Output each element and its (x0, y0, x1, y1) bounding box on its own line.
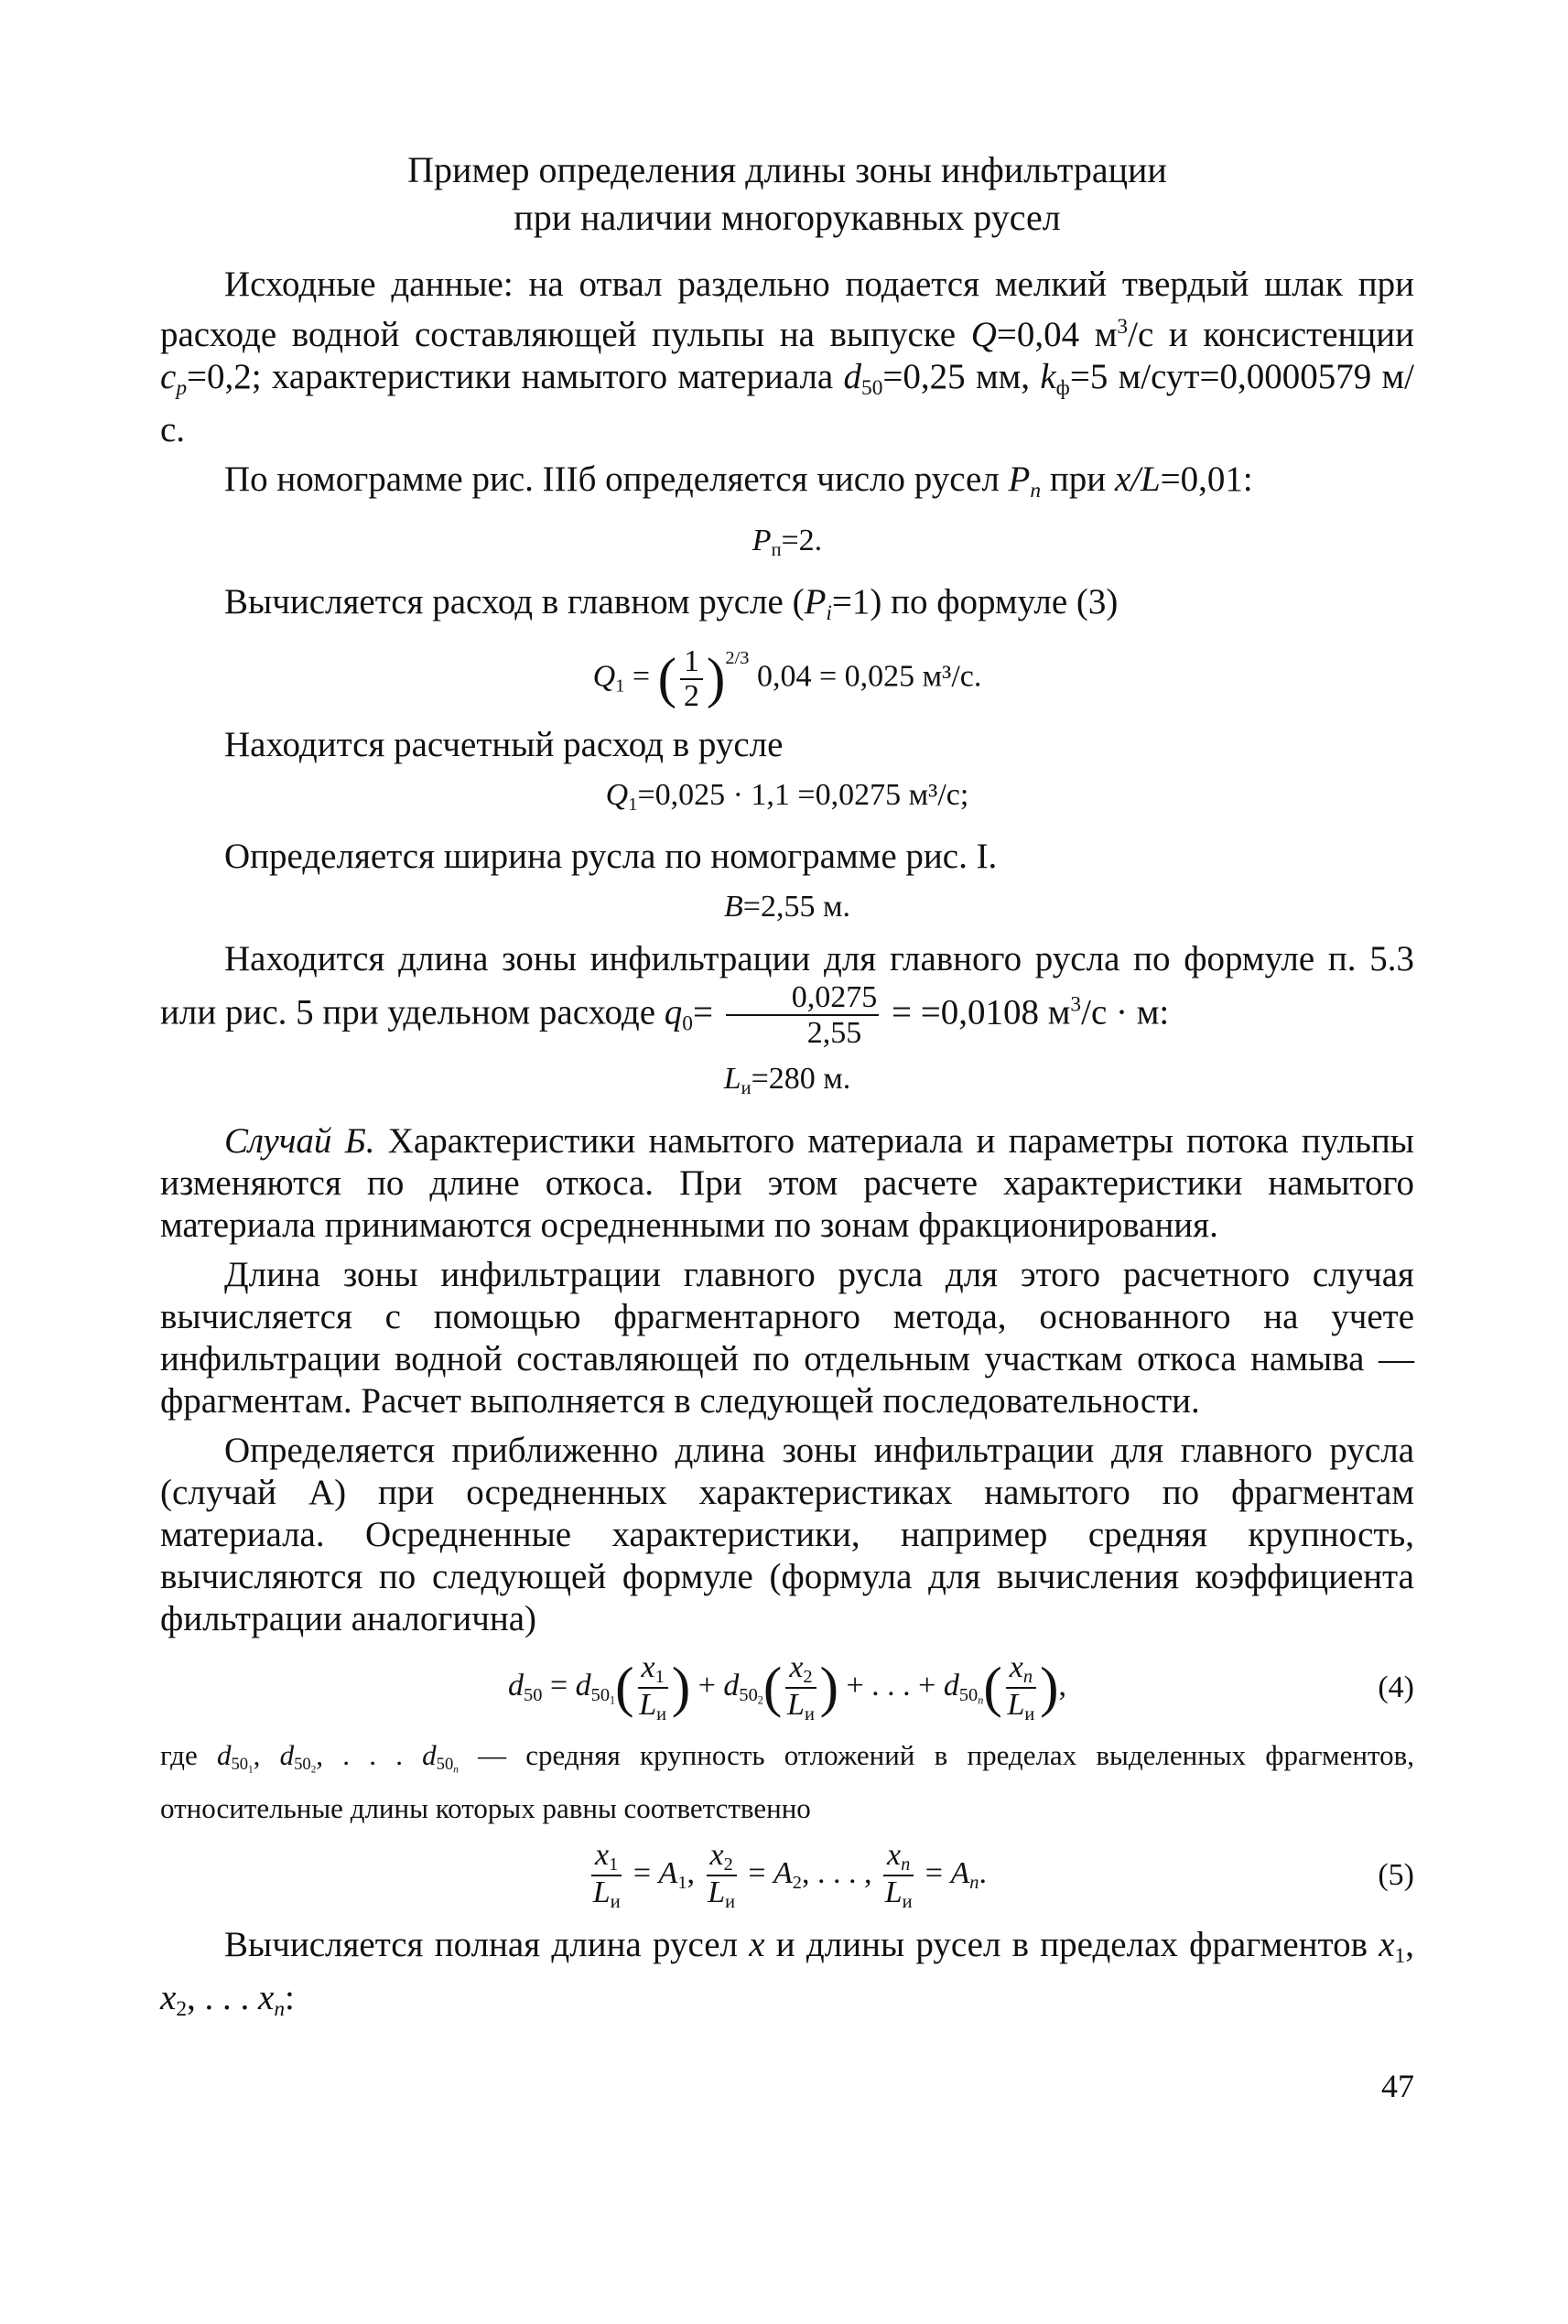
section-title (160, 146, 1414, 242)
equation-q1 (160, 645, 1414, 712)
paragraph-infiltration-length (160, 938, 1414, 1051)
equation-number: (5) (1378, 1858, 1414, 1893)
paragraph-total-length (160, 1924, 1414, 2030)
text: = (542, 1668, 576, 1702)
subscript: 0 (682, 1011, 693, 1036)
text: =5 м/сут=0,0000579 м/с. (160, 357, 1415, 450)
numerator (1006, 1651, 1036, 1690)
numerator: 0,0275 (726, 980, 880, 1016)
denominator (1006, 1689, 1036, 1725)
text: =0,2; характеристики намытого материала (187, 357, 844, 397)
symbol: P (752, 524, 772, 558)
subscript: n (274, 1996, 286, 2021)
equation-4 (160, 1651, 1414, 1725)
subscript: 50 (861, 376, 883, 401)
text: = (625, 1855, 659, 1890)
symbol: P (804, 582, 827, 622)
paragraph-design-flow: Находится расчетный расход в русле (224, 724, 784, 764)
subscript: n (453, 1764, 459, 1776)
symbol: x (160, 1977, 177, 2017)
numerator (785, 1651, 816, 1690)
symbol: x (1379, 1924, 1395, 1964)
symbol: x (258, 1977, 275, 2017)
fraction (680, 645, 703, 712)
numerator (707, 1839, 737, 1877)
subscript: и (741, 1078, 752, 1099)
equation-pn (160, 519, 1414, 572)
equation-b (160, 885, 1414, 929)
paragraph-nomogram (160, 459, 1414, 512)
symbol: d (943, 1668, 959, 1702)
equation-q1-design (160, 773, 1414, 827)
paragraph-case-b (160, 1120, 1414, 1247)
paren-open: ( (615, 1656, 634, 1719)
text: = (740, 1855, 773, 1890)
symbol: A (658, 1855, 678, 1890)
paren-close: ) (1040, 1656, 1059, 1719)
denominator: 2 (683, 678, 699, 713)
denominator (707, 1876, 737, 1913)
page-number: 47 (1381, 2067, 1414, 2104)
symbol: Q (970, 315, 997, 355)
fraction (883, 1839, 914, 1913)
text: Вычисляется расход в главном русле ( (224, 582, 805, 622)
symbol: x (789, 1649, 804, 1684)
text: =0,01: (1160, 459, 1253, 500)
symbol: x (749, 1924, 765, 1964)
fraction (638, 1651, 668, 1725)
text: =2. (781, 524, 823, 558)
fraction (707, 1839, 737, 1913)
title-line-2: при наличии многорукавных русел (514, 197, 1061, 238)
title-line-1: Пример определения длины зоны инфильтрации (407, 149, 1167, 190)
denominator: 2,55 (806, 1016, 862, 1051)
numerator (638, 1651, 668, 1690)
subscript: 50 (958, 1685, 979, 1705)
subscript: 1 (628, 794, 638, 815)
subscript: n (1022, 1666, 1033, 1687)
paragraph-where (160, 1736, 1414, 1828)
text: , (253, 1738, 280, 1771)
text: . (979, 1855, 987, 1890)
subscript: 1 (610, 1693, 616, 1707)
text: Характеристики намытого материала и параметры потока пульпы изменяются по длине откоса. При этом расчете характеристики намытого материала принимаются осредненными по зонам фракционирования. (160, 1120, 1414, 1245)
text: , (687, 1855, 703, 1890)
subscript: i (826, 601, 832, 626)
symbol: x (1009, 1649, 1023, 1684)
subscript: 1 (615, 676, 625, 697)
subscript: 1 (677, 1872, 687, 1893)
subscript: ф (1055, 376, 1070, 401)
text: = (692, 992, 722, 1032)
symbol: L (1007, 1688, 1025, 1723)
text: , (1058, 1668, 1066, 1702)
subscript: n (978, 1693, 984, 1707)
symbol: A (773, 1855, 793, 1890)
equation-number: (4) (1378, 1670, 1414, 1705)
paragraph-main-flow (160, 581, 1414, 634)
paren-close: ) (706, 647, 726, 710)
fraction (1006, 1651, 1036, 1725)
numerator: 1 (680, 645, 703, 680)
symbol: x (595, 1837, 610, 1872)
symbol: q (664, 992, 683, 1032)
text: = (624, 659, 658, 694)
symbol: Q (592, 659, 616, 694)
symbol: x (709, 1837, 724, 1872)
text: где (160, 1738, 217, 1771)
text: и длины русел в пределах фрагментов (764, 1924, 1379, 1964)
subscript: 2 (792, 1872, 802, 1893)
subscript: 1 (1394, 1943, 1406, 1968)
text: = =0,0108 м (882, 992, 1071, 1032)
subscript: n (901, 1854, 911, 1875)
subscript: 2 (757, 1693, 763, 1707)
text: + . . . + (838, 1668, 944, 1702)
paren-close: ) (819, 1656, 838, 1719)
symbol: k (1040, 357, 1056, 397)
numerator (591, 1839, 622, 1877)
text: 0,04 = 0,025 м³/с. (749, 659, 982, 694)
symbol: d (508, 1668, 524, 1702)
subscript: и (902, 1892, 913, 1913)
paren-open: ( (983, 1656, 1002, 1719)
equation-l (160, 1057, 1414, 1110)
symbol: d (279, 1738, 295, 1771)
text: + (690, 1668, 724, 1702)
symbol: x (886, 1837, 902, 1872)
paragraph-width: Определяется ширина русла по номограмме рис. I. (224, 836, 998, 876)
text: =1) по формуле (3) (831, 582, 1119, 622)
text: /с и консистенции (1128, 315, 1414, 355)
numerator (883, 1839, 914, 1877)
symbol: L (884, 1875, 903, 1910)
page-content (160, 146, 1414, 2113)
symbol: A (950, 1855, 970, 1890)
symbol: d (575, 1668, 591, 1702)
symbol: c (160, 357, 177, 397)
fraction (591, 1839, 622, 1913)
text: =0,25 мм, (882, 357, 1041, 397)
text: =2,55 м. (742, 889, 850, 924)
symbol: x (641, 1649, 655, 1684)
paren-open: ( (762, 1656, 783, 1719)
symbol: x/L (1114, 459, 1161, 500)
subscript: и (1024, 1704, 1035, 1725)
text: =0,025 · 1,1 =0,0275 м³/с; (637, 777, 969, 812)
text: =0,04 м (996, 315, 1118, 355)
text: =280 м. (751, 1062, 851, 1097)
subscript: 2 (723, 1854, 733, 1875)
subscript: и (610, 1892, 621, 1913)
text: Находится длина зоны инфильтрации для главного русла по формуле п. 5.3 или рис. 5 при удельном расходе (160, 938, 1414, 1032)
text: /с · м: (1081, 992, 1170, 1032)
symbol: L (592, 1875, 611, 1910)
symbol: d (216, 1738, 232, 1771)
paren-close: ) (671, 1656, 691, 1719)
subscript: 50 (436, 1755, 454, 1775)
symbol: L (639, 1688, 657, 1723)
paragraph-approximate: Определяется приближенно длина зоны инфильтрации для главного русла (случай А) при осредненных характеристиках намытого по фрагментам материала. Осредненные характеристики, например средняя крупность, вычисляются по следующей формуле (формула для вычисления коэффициента фильтрации аналогична) (160, 1430, 1414, 1638)
symbol: P (1008, 459, 1031, 500)
subscript: и (725, 1892, 736, 1913)
equation-5 (160, 1839, 1414, 1913)
symbol: B (724, 889, 743, 924)
subscript: 1 (609, 1854, 619, 1875)
symbol: d (422, 1738, 437, 1771)
symbol: Q (605, 777, 629, 812)
text: Вычисляется полная длина русел (224, 1924, 750, 1964)
subscript: п (771, 540, 782, 561)
symbol: d (843, 357, 862, 397)
subscript: 1 (654, 1666, 665, 1687)
subscript: 50 (524, 1685, 543, 1705)
paragraph-initial-data (160, 264, 1414, 451)
text: , . . . , (801, 1855, 880, 1890)
subscript: n (969, 1872, 979, 1893)
superscript: 3 (1070, 991, 1082, 1016)
text: , . . . (316, 1738, 423, 1771)
subscript: 2 (176, 1996, 188, 2021)
text: По номограмме рис. IIIб определяется число русел (224, 459, 1009, 500)
fraction (785, 1651, 816, 1725)
subscript: 2 (310, 1764, 317, 1776)
symbol: d (723, 1668, 740, 1702)
subscript: 50 (294, 1755, 311, 1775)
symbol: L (787, 1688, 805, 1723)
case-label: Случай Б. (224, 1120, 375, 1161)
superscript: 3 (1117, 315, 1129, 339)
subscript: 50 (739, 1685, 758, 1705)
text: , (1405, 1924, 1414, 1964)
exponent: 2/3 (725, 648, 750, 669)
subscript: 2 (803, 1666, 813, 1687)
denominator (591, 1876, 622, 1913)
text: : (285, 1977, 295, 2017)
subscript: и (656, 1704, 667, 1725)
text: = (917, 1855, 951, 1890)
subscript: p (176, 376, 188, 401)
subscript: 1 (248, 1764, 254, 1776)
symbol: L (708, 1875, 726, 1910)
subscript: 50 (590, 1685, 611, 1705)
symbol: L (723, 1062, 741, 1097)
subscript: и (804, 1704, 815, 1725)
text: , . . . (187, 1977, 259, 2017)
fraction (726, 980, 880, 1051)
denominator (883, 1876, 914, 1913)
denominator (638, 1689, 668, 1725)
subscript: n (1030, 479, 1042, 503)
denominator (785, 1689, 816, 1725)
paren-open: ( (657, 647, 676, 710)
subscript: 50 (231, 1755, 249, 1775)
paragraph-fragment-method: Длина зоны инфильтрации главного русла для этого расчетного случая вычисляется с помощью фрагментарного метода, основанного на учете инфильтрации водной составляющей по отдельным участкам откоса намыва — фрагментам. Расчет выполняется в следующей последовательности. (160, 1254, 1414, 1421)
text: Исходные данные: на отвал раздельно подается мелкий твердый шлак при расходе водной составляющей пульпы на выпуске (160, 265, 1414, 355)
text: — средняя крупность отложений в пределах выделенных фрагментов, относительные длины которых равны соответственно (160, 1738, 1415, 1824)
text: при (1041, 459, 1115, 500)
